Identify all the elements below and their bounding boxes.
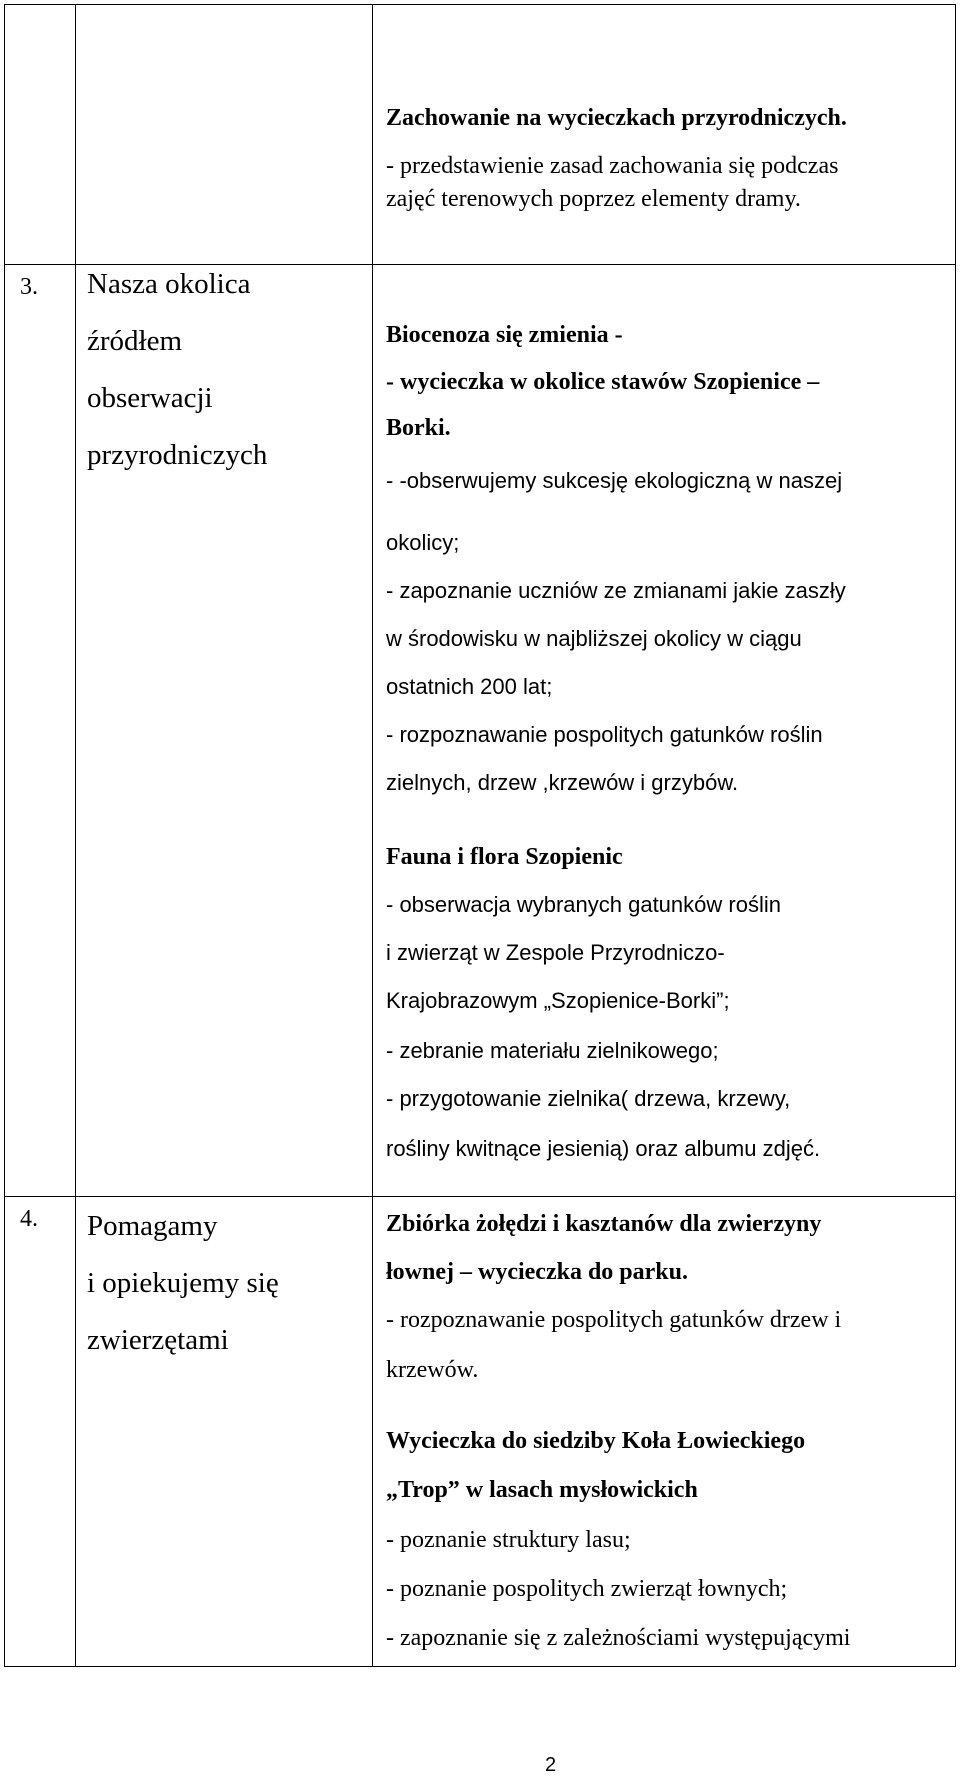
table-border-right (955, 4, 956, 1667)
content-line: w środowisku w najbliższej okolicy w ciągu (386, 626, 802, 651)
content-line: - zapoznanie uczniów ze zmianami jakie zaszły (386, 578, 846, 603)
topic-line: Nasza okolica (87, 268, 251, 300)
content-line: - rozpoznawanie pospolitych gatunków drzew i (386, 1307, 842, 1333)
content-line: „Trop” w lasach mysłowickich (386, 1477, 698, 1503)
content-line: - wycieczka w okolice stawów Szopienice – (386, 369, 820, 395)
content-line: - -obserwujemy sukcesję ekologiczną w naszej (386, 468, 843, 493)
table-border-top (4, 4, 956, 5)
content-line: - zebranie materiału zielnikowego; (386, 1038, 719, 1063)
content-line: - przygotowanie zielnika( drzewa, krzewy, (386, 1086, 791, 1111)
row-number: 4. (20, 1206, 38, 1232)
content-line: - przedstawienie zasad zachowania się podczas (386, 153, 839, 179)
topic-line: zwierzętami (87, 1324, 229, 1356)
content-line: - obserwacja wybranych gatunków roślin (386, 892, 781, 917)
content-line: Zachowanie na wycieczkach przyrodniczych. (386, 105, 847, 131)
content-line: Wycieczka do siedziby Koła Łowieckiego (386, 1428, 806, 1454)
content-line: Borki. (386, 415, 451, 441)
row-divider-2 (4, 1196, 956, 1197)
topic-line: i opiekujemy się (87, 1267, 279, 1299)
content-line: zielnych, drzew ,krzewów i grzybów. (386, 770, 739, 795)
content-line: Biocenoza się zmienia - (386, 322, 623, 348)
table-border-bottom (4, 1666, 956, 1667)
content-line: ostatnich 200 lat; (386, 674, 553, 699)
column-divider-2 (372, 4, 373, 1667)
topic-line: obserwacji (87, 382, 213, 414)
content-line: i zwierząt w Zespole Przyrodniczo- (386, 940, 725, 965)
content-line: - poznanie struktury lasu; (386, 1527, 631, 1553)
content-line: Fauna i flora Szopienic (386, 844, 623, 870)
content-line: zajęć terenowych poprzez elementy dramy. (386, 186, 801, 212)
content-line: okolicy; (386, 530, 460, 555)
row-divider-1 (4, 264, 956, 265)
content-line: - rozpoznawanie pospolitych gatunków roślin (386, 722, 823, 747)
content-line: łownej – wycieczka do parku. (386, 1259, 688, 1285)
topic-line: Pomagamy (87, 1210, 218, 1242)
content-line: Krajobrazowym „Szopienice-Borki”; (386, 988, 730, 1013)
content-line: Zbiórka żołędzi i kasztanów dla zwierzyny (386, 1211, 822, 1237)
column-divider-1 (75, 4, 76, 1667)
topic-line: przyrodniczych (87, 439, 268, 471)
content-line: rośliny kwitnące jesienią) oraz albumu zdjęć. (386, 1136, 821, 1161)
table-border-left (4, 4, 5, 1667)
row-number: 3. (20, 274, 38, 300)
page-number: 2 (545, 1754, 557, 1776)
content-line: - poznanie pospolitych zwierząt łownych; (386, 1576, 788, 1602)
content-line: krzewów. (386, 1357, 479, 1383)
topic-line: źródłem (87, 325, 183, 357)
content-line: - zapoznanie się z zależnościami występującymi (386, 1625, 851, 1651)
